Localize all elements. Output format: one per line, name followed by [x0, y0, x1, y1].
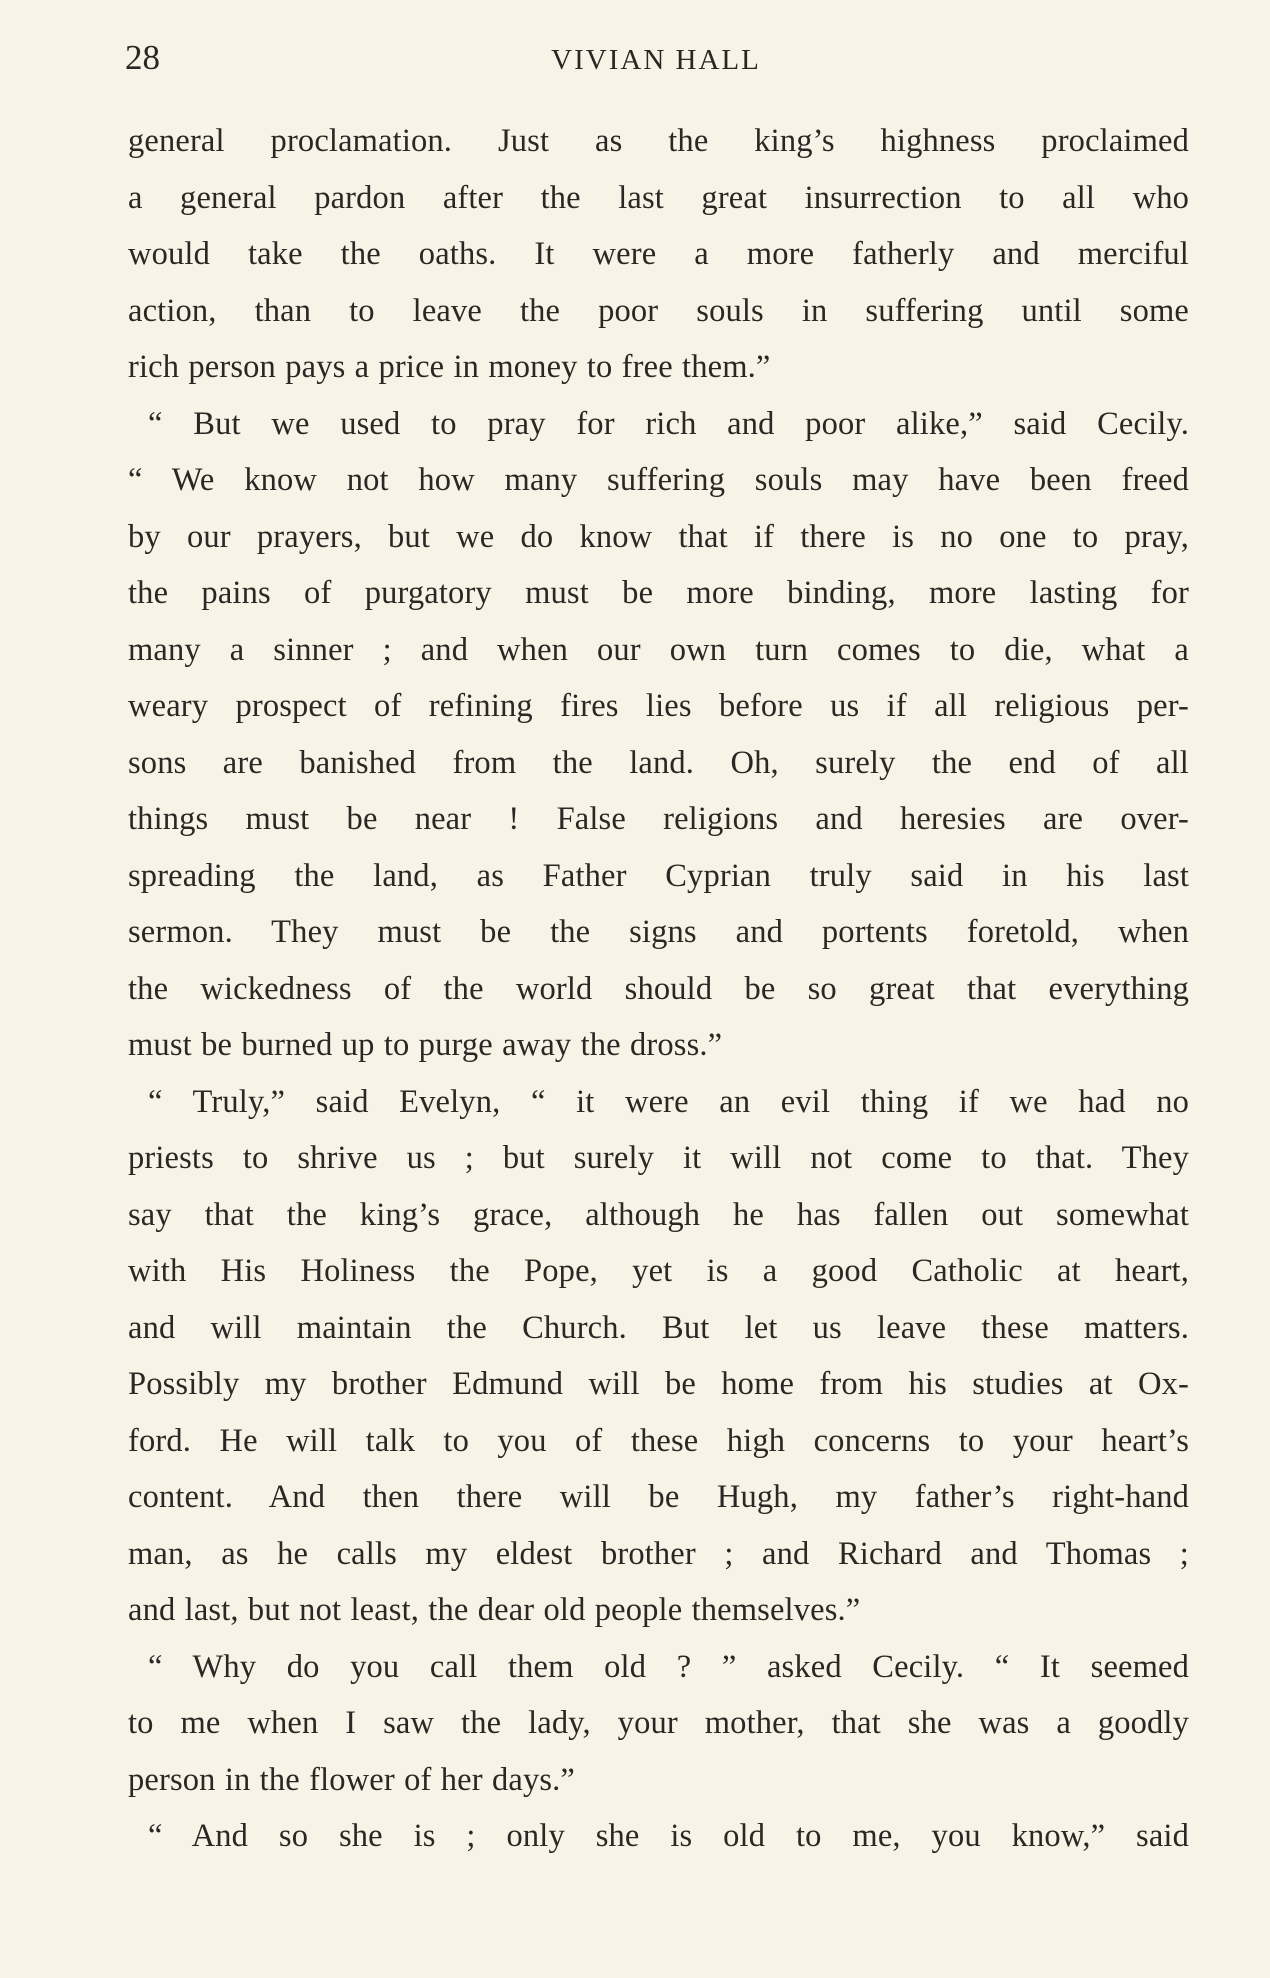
text-line: say that the king’s grace, although he has fallen out somewhat	[128, 1196, 1189, 1233]
text-line: “ And so she is ; only she is old to me, you know,” said	[148, 1818, 1189, 1854]
body-text	[128, 113, 1189, 1865]
text-line: “ Why do you call them old ? ” asked Cecily. “ It seemed	[148, 1648, 1189, 1685]
text-line: to me when I saw the lady, your mother, that she was a goodly	[128, 1705, 1189, 1741]
text-line: and last, but not least, the dear old people themselves.”	[128, 1592, 861, 1628]
text-line: sermon. They must be the signs and portents foretold, when	[128, 914, 1189, 950]
text-line: with His Holiness the Pope, yet is a good Catholic at heart,	[128, 1253, 1189, 1289]
text-line: ford. He will talk to you of these high concerns to your heart’s	[128, 1422, 1189, 1459]
text-line: weary prospect of refining fires lies before us if all religious per-	[128, 688, 1189, 724]
text-line: “ But we used to pray for rich and poor alike,” said Cecily.	[148, 405, 1189, 442]
text-line: content. And then there will be Hugh, my father’s right-hand	[128, 1479, 1189, 1515]
text-line: man, as he calls my eldest brother ; and Richard and Thomas ;	[128, 1535, 1189, 1572]
text-line: a general pardon after the last great insurrection to all who	[128, 179, 1189, 216]
text-line: sons are banished from the land. Oh, surely the end of all	[128, 744, 1189, 781]
page-number: 28	[125, 38, 160, 77]
running-head	[125, 36, 1187, 86]
text-line: the pains of purgatory must be more binding, more lasting for	[128, 575, 1189, 611]
text-line: things must be near ! False religions and heresies are over-	[128, 801, 1189, 837]
text-line: and will maintain the Church. But let us leave these matters.	[128, 1309, 1189, 1346]
text-line: action, than to leave the poor souls in suffering until some	[128, 292, 1189, 329]
text-line: the wickedness of the world should be so great that everything	[128, 970, 1189, 1007]
running-title: VIVIAN HALL	[551, 44, 761, 76]
text-line: “ We know not how many suffering souls may have been freed	[128, 462, 1189, 498]
text-line: “ Truly,” said Evelyn, “ it were an evil thing if we had no	[148, 1083, 1189, 1120]
text-line: many a sinner ; and when our own turn comes to die, what a	[128, 631, 1189, 668]
text-line: by our prayers, but we do know that if there is no one to pray,	[128, 518, 1189, 555]
text-line: spreading the land, as Father Cyprian truly said in his last	[128, 857, 1189, 894]
text-line: priests to shrive us ; but surely it will not come to that. They	[128, 1140, 1189, 1176]
text-line: person in the flower of her days.”	[128, 1761, 575, 1798]
text-line: general proclamation. Just as the king’s highness proclaimed	[128, 123, 1189, 159]
text-line: rich person pays a price in money to free them.”	[128, 349, 771, 385]
text-line: would take the oaths. It were a more fatherly and merciful	[128, 236, 1189, 272]
text-line: Possibly my brother Edmund will be home from his studies at Ox-	[128, 1366, 1189, 1402]
text-line: must be burned up to purge away the dross.”	[128, 1027, 723, 1063]
